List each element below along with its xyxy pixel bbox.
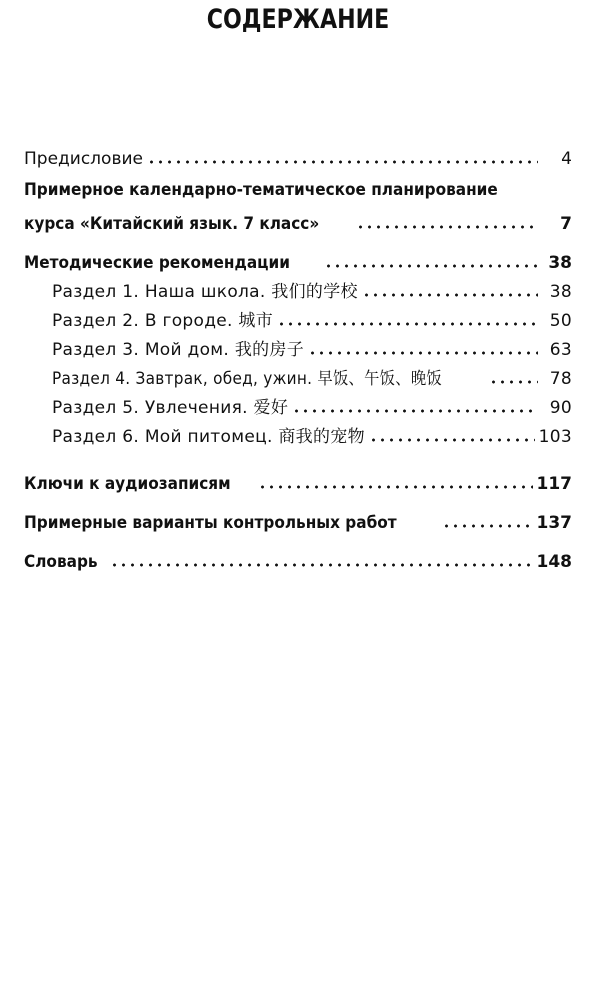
toc-entry-tests[interactable] bbox=[24, 504, 572, 533]
toc-entry-label: Раздел 5. Увлечения. 爱好 bbox=[52, 398, 289, 418]
toc-entry-label: Раздел 3. Мой дом. 我的房子 bbox=[52, 340, 305, 360]
toc-entry-section-1[interactable] bbox=[24, 273, 572, 302]
toc-entry-page: 90 bbox=[549, 398, 572, 418]
spacer bbox=[24, 494, 572, 504]
toc-entry-methods[interactable] bbox=[24, 244, 572, 273]
dot-leader bbox=[369, 437, 535, 443]
toc-entry-section-3[interactable] bbox=[24, 331, 572, 360]
toc-entry-page: 63 bbox=[549, 340, 572, 360]
toc-entry-preface[interactable] bbox=[24, 140, 572, 169]
toc-entry-page: 117 bbox=[536, 474, 572, 494]
spacer bbox=[24, 533, 572, 543]
toc-entry-label-line1: Примерное календарно-тематическое планирование bbox=[24, 180, 498, 200]
toc-entry-page: 4 bbox=[561, 149, 572, 169]
dot-leader bbox=[277, 321, 538, 327]
toc-entry-label: Примерные варианты контрольных работ bbox=[24, 513, 397, 533]
dot-leader bbox=[324, 263, 538, 269]
table-of-contents bbox=[24, 140, 572, 572]
toc-entry-page: 137 bbox=[536, 513, 572, 533]
toc-entry-label: Словарь bbox=[24, 552, 98, 572]
toc-entry-page: 7 bbox=[560, 214, 572, 234]
spacer bbox=[24, 234, 572, 244]
toc-entry-section-6[interactable] bbox=[24, 418, 572, 447]
dot-leader bbox=[362, 292, 538, 298]
dot-leader bbox=[147, 159, 538, 165]
dot-leader bbox=[292, 408, 538, 414]
toc-entry-section-4[interactable] bbox=[24, 360, 572, 389]
dot-leader bbox=[110, 562, 533, 568]
toc-entry-label: Методические рекомендации bbox=[24, 253, 290, 273]
dot-leader bbox=[442, 523, 532, 529]
toc-entry-label: Предисловие bbox=[24, 149, 143, 169]
toc-entry-page: 38 bbox=[549, 282, 572, 302]
toc-entry-planning-line2 bbox=[24, 205, 572, 234]
toc-entry-page: 148 bbox=[536, 552, 572, 572]
toc-entry-label: Раздел 6. Мой питомец. 商我的宠物 bbox=[52, 427, 365, 447]
toc-entry-label: Раздел 2. В городе. 城市 bbox=[52, 311, 274, 331]
spacer bbox=[24, 169, 572, 179]
toc-entry-label-line2: курса «Китайский язык. 7 класс» bbox=[24, 214, 320, 234]
dot-leader bbox=[258, 484, 533, 490]
spacer bbox=[24, 447, 572, 465]
toc-entry-label: Раздел 1. Наша школа. 我们的学校 bbox=[52, 282, 358, 302]
toc-entry-audio-keys[interactable] bbox=[24, 465, 572, 494]
toc-entry-label: Ключи к аудиозаписям bbox=[24, 474, 231, 494]
page-title: СОДЕРЖАНИЕ bbox=[206, 4, 390, 35]
dot-leader bbox=[308, 350, 538, 356]
toc-entry-page: 78 bbox=[549, 369, 572, 389]
toc-entry-label: Раздел 4. Завтрак, обед, ужин. 早饭、午饭、晚饭 bbox=[52, 369, 442, 389]
toc-entry-section-5[interactable] bbox=[24, 389, 572, 418]
toc-entry-page: 103 bbox=[538, 427, 572, 447]
dot-leader bbox=[489, 379, 538, 385]
toc-entry-page: 38 bbox=[548, 253, 572, 273]
dot-leader bbox=[356, 224, 538, 230]
toc-entry-section-2[interactable] bbox=[24, 302, 572, 331]
toc-entry-dictionary[interactable] bbox=[24, 543, 572, 572]
toc-entry-page: 50 bbox=[549, 311, 572, 331]
toc-entry-planning[interactable] bbox=[24, 179, 572, 234]
